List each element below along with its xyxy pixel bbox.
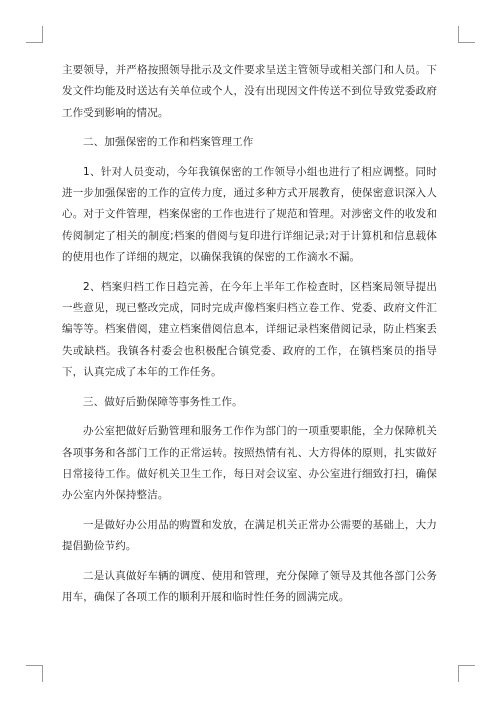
crop-mark-top-left xyxy=(26,26,43,43)
document-body xyxy=(62,60,437,616)
section-heading-logistics: 三、做好后勤保障等事务性工作。 xyxy=(83,395,243,408)
paragraph-logistics: 办公室把做好后勤管理和服务工作作为部门的一项重要职能，全力保障机关各项事务和各部门工作的正常运转。按照热情有礼、大方得体的原则，扎实做好日常接待工作。做好机关卫生工作，每日对会议室、办公室进行细致打扫，确保办公室内外保持整洁。 xyxy=(62,425,437,502)
crop-mark-top-right xyxy=(458,26,475,43)
paragraph-archives: 2、档案归档工作日趋完善，在今年上半年工作检查时，区档案局领导提出一些意见，现已整改完成，同时完成声像档案归档立卷工作、党委、政府文件汇编等等。档案借阅，建立档案借阅信息本，详细记录档案借阅记录，防止档案丢失或缺档。我镇各村委会也积极配合镇党委、政府的工作，在镇档案员的指导下，认真完成了本年的工作任务。 xyxy=(62,280,437,379)
crop-mark-bottom-left xyxy=(26,665,43,682)
paragraph-continuation: 主要领导，并严格按照领导批示及文件要求呈送主管领导或相关部门和人员。下发文件均能及时送达有关单位或个人，没有出现因文件传送不到位导致党委政府工作受到影响的情况。 xyxy=(62,64,437,119)
section-heading-confidentiality-archives: 二、加强保密的工作和档案管理工作 xyxy=(83,136,254,149)
paragraph-vehicles: 二是认真做好车辆的调度、使用和管理，充分保障了领导及其他各部门公务用车，确保了各项工作的顺利开展和临时性任务的圆满完成。 xyxy=(62,569,437,603)
paragraph-office-supplies: 一是做好办公用品的购置和发放，在满足机关正常办公需要的基础上，大力提倡勤俭节约。 xyxy=(62,518,437,553)
paragraph-confidentiality: 1、针对人员变动，今年我镇保密的工作领导小组也进行了相应调整。同时进一步加强保密的工作的宣传力度，通过多种方式开展教育，使保密意识深入人心。对于文件管理，档案保密的工作也进行了规范和管理。对涉密文件的收发和传阅制定了相关的制度;档案的借阅与复印进行详细记录;对于计算机和信息载体的使用也作了详细的规定，以确保我镇的保密的工作滴水不漏。 xyxy=(62,165,437,264)
crop-mark-bottom-right xyxy=(458,665,475,682)
